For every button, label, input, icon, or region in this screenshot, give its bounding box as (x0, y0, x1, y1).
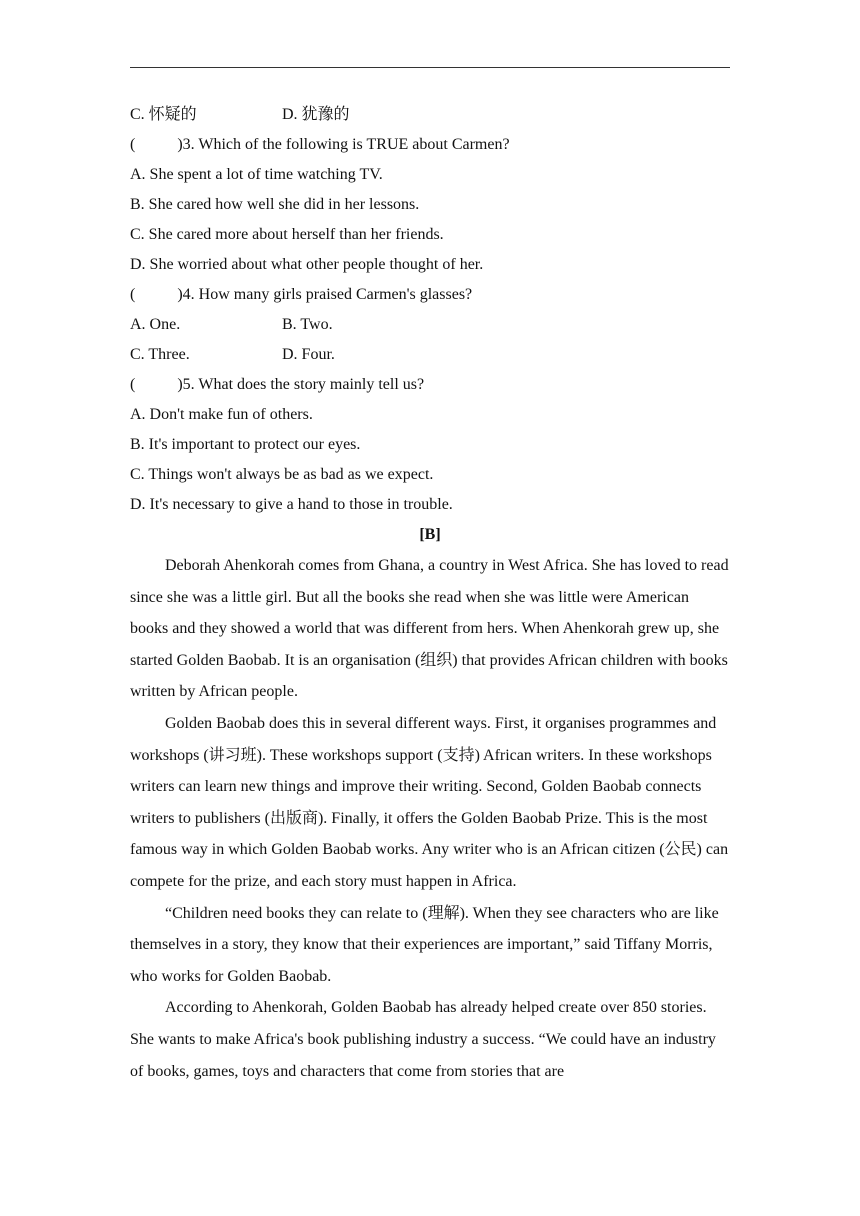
worksheet-content (130, 100, 730, 1087)
option-c: C. Three. (130, 346, 190, 363)
question-4-options-ab (130, 310, 730, 340)
section-b-title: [B] (419, 526, 441, 543)
question-3-option-c: C. She cared more about herself than her friends. (130, 226, 444, 243)
question-3-stem (130, 130, 730, 160)
question-5-option-d: D. It's necessary to give a hand to those in trouble. (130, 496, 453, 513)
question-5-stem (130, 370, 730, 400)
question-2-options-cd (130, 100, 730, 130)
reading-passage (130, 550, 730, 1087)
option-c: C. 怀疑的 (130, 106, 197, 123)
passage-paragraph-3: “Children need books they can relate to (理解). When they see characters who are like themselves in a story, they know that their experiences are important,” said Tiffany Morris, who works for Golden Baobab. (130, 904, 719, 985)
question-text: )5. What does the story mainly tell us? (177, 376, 425, 393)
answer-bracket-open: ( (130, 136, 136, 153)
question-3-option-b: B. She cared how well she did in her lessons. (130, 196, 420, 213)
question-5-option-a: A. Don't make fun of others. (130, 406, 313, 423)
passage-paragraph-2: Golden Baobab does this in several different ways. First, it organises programmes and workshops (讲习班). These workshops support (支持) African writers. In these workshops writers can learn new things and improve their writing. Second, Golden Baobab connects writers to publishers (出版商). Finally, it offers the Golden Baobab Prize. This is the most famous way in which Golden Baobab works. Any writer who is an African citizen (公民) can compete for the prize, and each story must happen in Africa. (130, 714, 729, 890)
passage-paragraph-4: According to Ahenkorah, Golden Baobab has already helped create over 850 stories. She wants to make Africa's book publishing industry a success. “We could have an industry of books, games, toys and characters that come from stories that are (130, 999, 716, 1080)
answer-bracket-open: ( (130, 286, 136, 303)
option-a: A. One. (130, 316, 181, 333)
question-3-option-a: A. She spent a lot of time watching TV. (130, 166, 383, 183)
question-4-stem (130, 280, 730, 310)
passage-paragraph-1: Deborah Ahenkorah comes from Ghana, a country in West Africa. She has loved to read since she was a little girl. But all the books she read when she was little were American books and they showed a world that was different from hers. When Ahenkorah grew up, she started Golden Baobab. It is an organisation (组织) that provides African children with books written by African people. (130, 557, 729, 701)
header-rule (130, 67, 730, 68)
option-d: D. Four. (282, 346, 335, 363)
answer-bracket-open: ( (130, 376, 136, 393)
question-text: )4. How many girls praised Carmen's glasses? (177, 286, 473, 303)
question-4-options-cd (130, 340, 730, 370)
question-text: )3. Which of the following is TRUE about Carmen? (177, 136, 510, 153)
question-3-option-d: D. She worried about what other people thought of her. (130, 256, 484, 273)
question-5-option-c: C. Things won't always be as bad as we expect. (130, 466, 434, 483)
question-5-option-b: B. It's important to protect our eyes. (130, 436, 361, 453)
option-b: B. Two. (282, 316, 333, 333)
option-d: D. 犹豫的 (282, 106, 350, 123)
